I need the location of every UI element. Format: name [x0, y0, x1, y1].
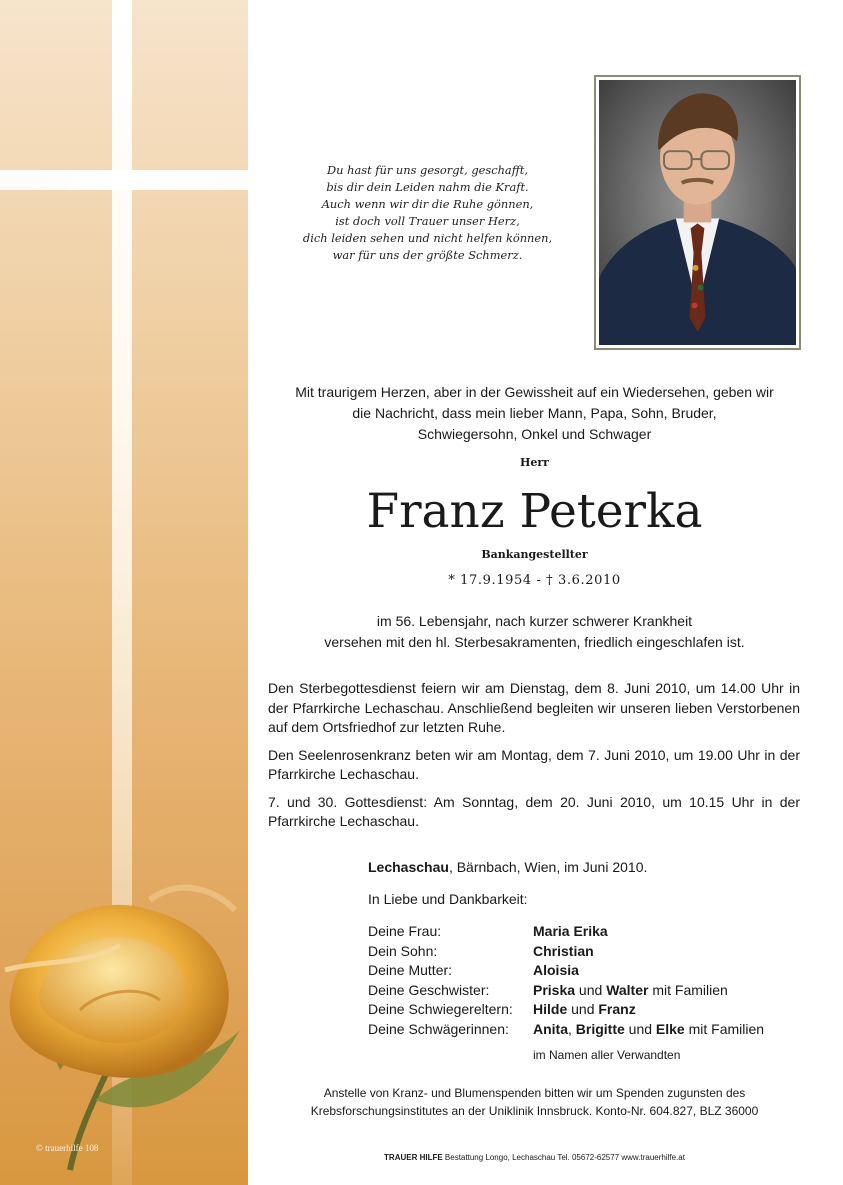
announcement-intro — [262, 382, 807, 445]
place-date-line — [368, 858, 808, 878]
poem-line: ist doch voll Trauer unser Herz, — [335, 214, 520, 228]
deceased-name: Franz Peterka — [366, 484, 703, 539]
family-relation: Dein Sohn: — [368, 942, 438, 959]
decorative-side-panel — [0, 0, 248, 1185]
family-member-name: Priska — [533, 981, 576, 998]
place-town: Lechaschau — [368, 859, 449, 875]
poem-line: bis dir dein Leiden nahm die Kraft. — [326, 180, 529, 194]
poem-line: Auch wenn wir dir die Ruhe gönnen, — [321, 197, 534, 211]
footer-brand: TRAUER HILFE — [384, 1153, 443, 1162]
donation-line: Anstelle von Kranz- und Blumenspenden bitten wir um Spenden zugunsten des — [323, 1086, 746, 1100]
place-rest: , Bärnbach, Wien, im Juni 2010. — [448, 859, 648, 875]
family-row — [368, 1000, 808, 1020]
donation-request — [262, 1084, 807, 1120]
memorial-mass-paragraph: 7. und 30. Gottesdienst: Am Sonntag, dem 20. Juni 2010, um 10.15 Uhr in der Pfarrkirche Lechaschau. — [268, 793, 800, 829]
family-member-name: Walter — [606, 981, 649, 998]
family-relation: Deine Schwiegereltern: — [368, 1001, 513, 1017]
poem-line: Du hast für uns gesorgt, geschafft, — [327, 163, 528, 177]
family-relation: Deine Mutter: — [368, 962, 453, 978]
family-row — [368, 942, 808, 962]
funeral-mass-paragraph: Den Sterbegottesdienst feiern wir am Dienstag, dem 8. Juni 2010, um 14.00 Uhr in der Pfarrkirche Lechaschau. Anschließend begleiten wir unseren lieben Verstorbenen auf dem Ortsfriedhof zur letzten Ruhe. — [268, 680, 800, 735]
circumstances-line: versehen mit den hl. Sterbesakramenten, friedlich eingeschlafen ist. — [324, 634, 745, 650]
family-names — [533, 1020, 764, 1040]
family-connector: und — [624, 1020, 656, 1037]
portrait-photo — [599, 80, 796, 345]
family-row — [368, 922, 808, 942]
footer-imprint — [262, 1153, 807, 1162]
family-member-name: Aloisia — [533, 962, 579, 978]
family-names — [533, 942, 594, 962]
family-row — [368, 981, 808, 1001]
poem-line: dich leiden sehen und nicht helfen können, — [302, 231, 553, 245]
family-connector: , — [568, 1020, 576, 1037]
salutation: Herr — [520, 456, 549, 469]
intro-line: Schwiegersohn, Onkel und Schwager — [417, 426, 652, 442]
poem-line: war für uns der größte Schmerz. — [332, 248, 523, 262]
family-relation: Deine Frau: — [368, 923, 442, 939]
profession: Bankangestellter — [481, 548, 588, 561]
family-connector: und — [567, 1001, 599, 1017]
donation-line: Krebsforschungsinstitutes an der Uniklinik Innsbruck. Konto-Nr. 604.827, BLZ 36000 — [310, 1104, 759, 1118]
service-details — [268, 679, 800, 840]
image-credit: © trauerhilfe 108 — [36, 1143, 99, 1153]
family-names — [533, 961, 579, 981]
family-row — [368, 961, 808, 981]
poem — [290, 162, 565, 264]
family-list — [368, 922, 808, 1039]
portrait-frame — [594, 75, 801, 350]
family-member-name: Christian — [533, 942, 594, 959]
family-relation: Deine Geschwister: — [368, 981, 490, 998]
rosary-paragraph: Den Seelenrosenkranz beten wir am Montag, dem 7. Juni 2010, um 19.00 Uhr in der Pfarrkirche Lechaschau. — [268, 746, 800, 782]
family-member-name: Elke — [655, 1020, 685, 1037]
family-connector: mit Familien — [648, 981, 728, 998]
family-member-name: Brigitte — [575, 1020, 625, 1037]
family-names — [533, 922, 608, 942]
family-connector: mit Familien — [684, 1020, 765, 1037]
rose-image — [0, 870, 248, 1185]
cross-horizontal-beam — [0, 170, 248, 190]
family-row — [368, 1020, 808, 1040]
footer-text: Bestattung Longo, Lechaschau Tel. 05672-62577 www.trauerhilfe.at — [442, 1153, 685, 1162]
life-dates: * 17.9.1954 - † 3.6.2010 — [448, 573, 621, 588]
relatives-note: im Namen aller Verwandten — [533, 1048, 681, 1062]
circumstances-line: im 56. Lebensjahr, nach kurzer schwerer Krankheit — [376, 613, 693, 629]
family-member-name: Anita — [533, 1020, 568, 1037]
circumstances-text — [262, 611, 807, 653]
family-names — [533, 981, 728, 1001]
family-relation: Deine Schwägerinnen: — [368, 1020, 509, 1037]
family-member-name: Hilde — [533, 1001, 568, 1017]
family-connector: und — [575, 981, 607, 998]
signoff-block — [368, 858, 808, 1066]
family-member-name: Maria Erika — [533, 923, 608, 939]
intro-line: Mit traurigem Herzen, aber in der Gewissheit auf ein Wiedersehen, geben wir — [295, 384, 774, 400]
love-line: In Liebe und Dankbarkeit: — [368, 890, 528, 907]
family-member-name: Franz — [598, 1001, 636, 1017]
intro-line: die Nachricht, dass mein lieber Mann, Papa, Sohn, Bruder, — [352, 405, 717, 421]
family-names — [533, 1000, 636, 1020]
